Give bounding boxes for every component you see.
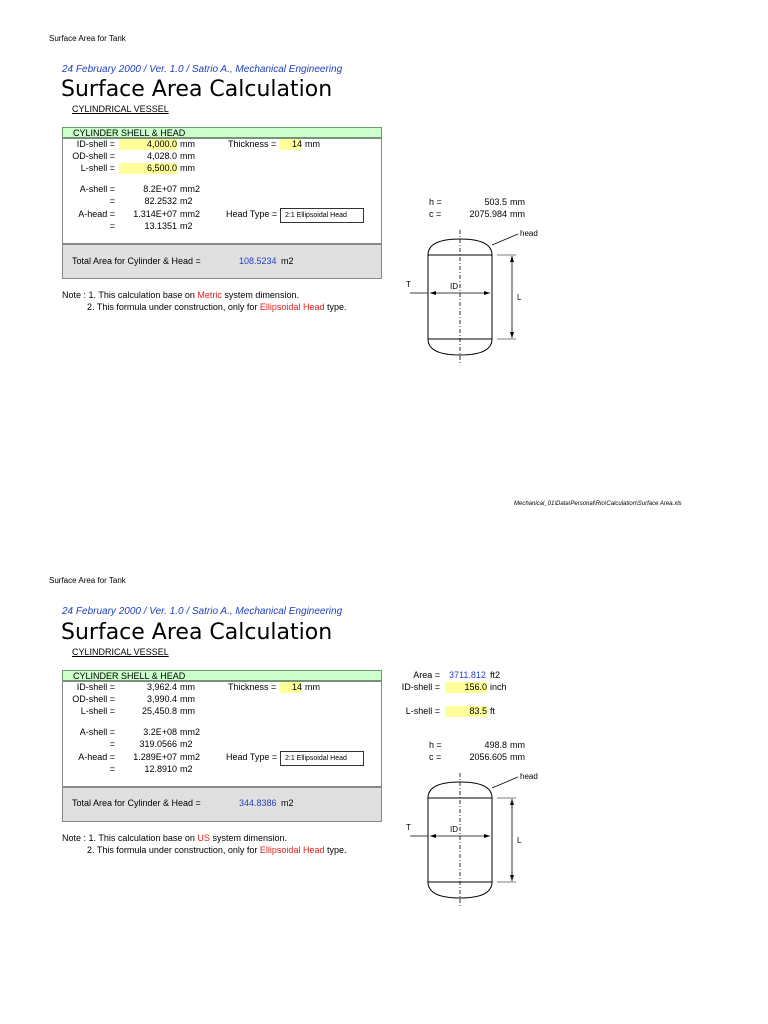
- l-shell-value: 25,450.8: [141, 706, 177, 716]
- thickness-label: Thickness =: [228, 139, 277, 149]
- page-title: Surface Area Calculation: [61, 620, 333, 645]
- a-shell-m2-value: 319.0566: [139, 739, 177, 749]
- id-shell-label: ID-shell =: [76, 139, 115, 149]
- l-shell-label: L-shell =: [80, 706, 115, 716]
- thickness-input[interactable]: 14: [280, 682, 302, 693]
- l-shell-unit: mm: [180, 163, 195, 173]
- note-2-end: type.: [324, 302, 347, 312]
- note-2-text: 2. This formula under construction, only for: [87, 845, 260, 855]
- a-head-m2-unit: m2: [180, 221, 193, 231]
- t-label: T: [406, 280, 411, 289]
- note-1-text: Note : 1. This calculation base on: [62, 290, 198, 300]
- head-label: head: [520, 229, 538, 238]
- note-1-end: system dimension.: [209, 833, 287, 843]
- l-shell-label: L-shell =: [80, 163, 115, 173]
- head-label: head: [520, 772, 538, 781]
- id-shell-label: ID-shell =: [76, 682, 115, 692]
- l-arrow-top: [510, 799, 514, 805]
- note-2-end: type.: [324, 845, 347, 855]
- a-shell-value: 3.2E+08: [143, 727, 177, 737]
- a-head-unit: mm2: [180, 752, 200, 762]
- note-2-text: 2. This formula under construction, only for: [87, 302, 260, 312]
- a-head-value: 1.289E+07: [133, 752, 177, 762]
- total-area-label: Total Area for Cylinder & Head =: [72, 798, 201, 808]
- id-arrow-right: [484, 291, 490, 295]
- a-shell-unit: mm2: [180, 727, 200, 737]
- id-shell-input[interactable]: 4,000.0: [119, 139, 177, 150]
- note-1-text: Note : 1. This calculation base on: [62, 833, 198, 843]
- c-unit: mm: [510, 209, 525, 219]
- total-area-unit: m2: [281, 256, 294, 266]
- us-id-shell-unit: inch: [490, 682, 507, 692]
- section-header: CYLINDER SHELL & HEAD: [62, 127, 382, 138]
- l-label: L: [517, 836, 522, 845]
- thickness-label: Thickness =: [228, 682, 277, 692]
- total-area-label: Total Area for Cylinder & Head =: [72, 256, 201, 266]
- id-arrow-left: [430, 291, 436, 295]
- a-head-label: A-head =: [78, 209, 115, 219]
- a-shell-m2-label: =: [109, 739, 115, 749]
- us-id-shell-input[interactable]: 156.0: [445, 682, 487, 693]
- od-shell-label: OD-shell =: [72, 694, 115, 704]
- h-unit: mm: [510, 197, 525, 207]
- h-label: h =: [429, 740, 442, 750]
- t-label: T: [406, 823, 411, 832]
- note-2-highlight: Ellipsoidal Head: [259, 302, 325, 312]
- vessel-type: CYLINDRICAL VESSEL: [72, 647, 169, 657]
- a-shell-m2-unit: m2: [180, 196, 193, 206]
- a-head-m2-label: =: [109, 764, 115, 774]
- note-1-highlight: Metric: [197, 290, 222, 300]
- a-head-value: 1.314E+07: [133, 209, 177, 219]
- author-subtitle: 24 February 2000 / Ver. 1.0 / Satrio A., Mechanical Engineering: [62, 64, 343, 75]
- a-shell-m2-value: 82.2532: [144, 196, 177, 206]
- id-shell-unit: mm: [180, 139, 195, 149]
- c-value: 2075.984: [469, 209, 507, 219]
- note-1-highlight: US: [197, 833, 210, 843]
- od-shell-value: 3,990.4: [146, 694, 177, 704]
- note-1: [62, 833, 287, 843]
- c-value: 2056.605: [469, 752, 507, 762]
- file-path-footer: Mechanical_01\Data\Personal\Rio\Calculation\Surface Area.xls: [514, 501, 682, 507]
- thickness-unit: mm: [305, 139, 320, 149]
- thickness-input[interactable]: 14: [280, 139, 302, 150]
- total-area-value: 108.5234: [239, 256, 277, 266]
- a-shell-label: A-shell =: [79, 184, 115, 194]
- id-shell-unit: mm: [180, 682, 195, 692]
- id-label: ID: [450, 825, 458, 834]
- note-2: [87, 302, 346, 312]
- a-shell-m2-label: =: [109, 196, 115, 206]
- head-type-label: Head Type =: [226, 752, 278, 762]
- head-type-select[interactable]: 2:1 Ellipsoidal Head: [280, 751, 364, 766]
- us-l-shell-input[interactable]: 83.5: [445, 706, 487, 717]
- vessel-type: CYLINDRICAL VESSEL: [72, 104, 169, 114]
- a-shell-value: 8.2E+07: [143, 184, 177, 194]
- a-head-label: A-head =: [78, 752, 115, 762]
- h-label: h =: [429, 197, 442, 207]
- note-2-highlight: Ellipsoidal Head: [259, 845, 325, 855]
- c-label: c =: [429, 752, 442, 762]
- l-shell-input[interactable]: 6,500.0: [119, 163, 177, 174]
- id-arrow-right: [484, 834, 490, 838]
- author-subtitle: 24 February 2000 / Ver. 1.0 / Satrio A., Mechanical Engineering: [62, 606, 343, 617]
- area-value: 3711.812: [449, 670, 486, 680]
- note-1-end: system dimension.: [221, 290, 299, 300]
- us-l-shell-label: L-shell =: [405, 706, 440, 716]
- a-shell-unit: mm2: [180, 184, 200, 194]
- od-shell-value: 4,028.0: [146, 151, 177, 161]
- head-leader: [492, 777, 518, 788]
- a-head-m2-unit: m2: [180, 764, 193, 774]
- h-unit: mm: [510, 740, 525, 750]
- vessel-diagram: [400, 768, 550, 908]
- us-l-shell-unit: ft: [490, 706, 496, 716]
- note-2: [87, 845, 346, 855]
- a-head-m2-value: 13.1351: [144, 221, 177, 231]
- total-area-value: 344.8386: [239, 798, 277, 808]
- od-shell-label: OD-shell =: [72, 151, 115, 161]
- c-unit: mm: [510, 752, 525, 762]
- page-title: Surface Area Calculation: [61, 77, 333, 102]
- thickness-unit: mm: [305, 682, 320, 692]
- head-type-select[interactable]: 2:1 Ellipsoidal Head: [280, 208, 364, 223]
- l-arrow-top: [510, 256, 514, 262]
- document-title: Surface Area for Tank: [49, 576, 126, 585]
- l-shell-unit: mm: [180, 706, 195, 716]
- id-label: ID: [450, 282, 458, 291]
- od-shell-unit: mm: [180, 151, 195, 161]
- id-shell-value: 3,962.4: [146, 682, 177, 692]
- a-shell-m2-unit: m2: [180, 739, 193, 749]
- area-unit: ft2: [490, 670, 501, 680]
- a-head-m2-label: =: [109, 221, 115, 231]
- h-value: 498.8: [484, 740, 507, 750]
- l-arrow-bottom: [510, 332, 514, 338]
- area-label: Area =: [413, 670, 440, 680]
- us-id-shell-label: ID-shell =: [401, 682, 440, 692]
- h-value: 503.5: [484, 197, 507, 207]
- a-shell-label: A-shell =: [79, 727, 115, 737]
- a-head-unit: mm2: [180, 209, 200, 219]
- head-type-label: Head Type =: [226, 209, 278, 219]
- a-head-m2-value: 12.8910: [144, 764, 177, 774]
- document-title: Surface Area for Tank: [49, 34, 126, 43]
- c-label: c =: [429, 209, 442, 219]
- note-1: [62, 290, 299, 300]
- od-shell-unit: mm: [180, 694, 195, 704]
- total-area-unit: m2: [281, 798, 294, 808]
- vessel-diagram: [400, 225, 550, 365]
- l-label: L: [517, 293, 522, 302]
- l-arrow-bottom: [510, 875, 514, 881]
- id-arrow-left: [430, 834, 436, 838]
- section-header: CYLINDER SHELL & HEAD: [62, 670, 382, 681]
- head-leader: [492, 234, 518, 245]
